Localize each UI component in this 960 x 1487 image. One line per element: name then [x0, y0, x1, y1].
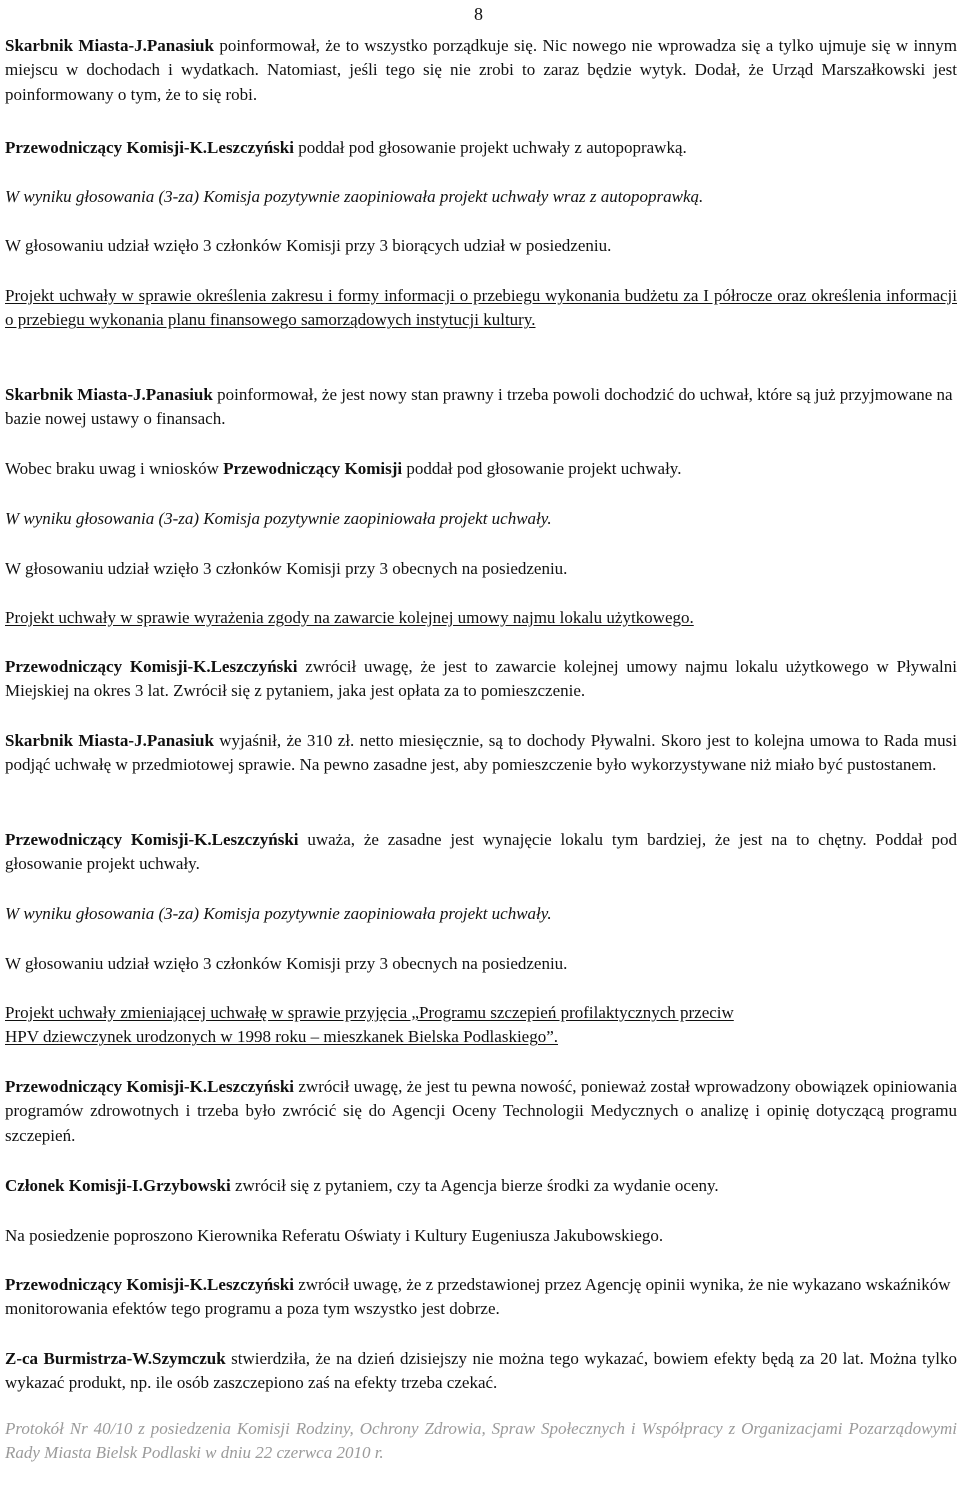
paragraph-text: zwrócił się z pytaniem, czy ta Agencja bierze środki za wydanie oceny.	[230, 1176, 719, 1195]
speaker-surname: Panasiuk	[145, 385, 213, 404]
paragraph-chair-agency	[5, 1273, 957, 1322]
paragraph-no-remarks: Wobec braku uwag i wniosków Przewodniczący Komisji poddał pod głosowanie projekt uchwały.	[5, 459, 682, 478]
paragraph-text: zwrócił uwagę, że z przedstawionej przez Agencję opinii wynika, że nie wykazano wskaźników monitorowania efektów tego programu a poza tym wszystko jest dobrze.	[5, 1275, 951, 1319]
paragraph-text: uważa, że zasadne jest wynajęcie lokalu tym bardziej, że jest na to chętny. Poddał pod głosowanie projekt uchwały.	[5, 830, 957, 874]
resolution-title-budget: Projekt uchwały w sprawie określenia zakresu i formy informacji o przebiegu wykonania budżetu za I półrocze oraz określenia informacji o przebiegu wykonania planu finansowego samorządowych instytucji kultury.	[5, 286, 957, 330]
paragraph-treasurer-law	[5, 383, 957, 432]
speaker-name: Przewodniczący Komisji	[223, 459, 403, 478]
page-footer: Protokół Nr 40/10 z posiedzenia Komisji Rodziny, Ochrony Zdrowia, Spraw Społecznych i Współpracy z Organizacjami Pozarządowymi Rady Miasta Bielsk Podlaski w dniu 22 czerwca 2010 r.	[5, 1419, 957, 1463]
speaker-name: Przewodniczący Komisji-K.Leszczyński	[5, 1077, 295, 1096]
paragraph-text: poddał pod głosowanie projekt uchwały z autopoprawką.	[293, 138, 687, 157]
speaker-name: Członek Komisji-I.Grzybowski	[5, 1176, 231, 1195]
paragraph-text: zwrócił uwagę, że jest to zawarcie kolejnej umowy najmu lokalu użytkowego w Pływalni Miejskiej na okres 3 lat. Zwrócił się z pytaniem, jaka jest opłata za to pomieszczenie.	[5, 657, 957, 701]
page-number: 8	[474, 4, 483, 24]
paragraph-chair-rent	[5, 828, 957, 877]
resolution-title-lease: Projekt uchwały w sprawie wyrażenia zgody na zawarcie kolejnej umowy najmu lokalu użytkowego.	[5, 608, 694, 627]
paragraph-chair-vote	[5, 136, 957, 160]
paragraph-chair-lease	[5, 655, 957, 704]
paragraph-text: poinformował, że jest nowy stan prawny i trzeba powoli dochodzić do uchwał, które są już przyjmowane na bazie nowej ustawy o finansach.	[5, 385, 953, 429]
speaker-name: Przewodniczący Komisji-K.Leszczyński	[5, 657, 298, 676]
speaker-name: Przewodniczący Komisji-K.Leszczyński	[5, 830, 299, 849]
vote-result: W wyniku głosowania (3-za) Komisja pozytywnie zaopiniowała projekt uchwały.	[5, 904, 552, 923]
paragraph-text: zwrócił uwagę, że jest tu pewna nowość, ponieważ został wprowadzony obowiązek opiniowania programów zdrowotnych i trzeba było zwrócić się do Agencji Oceny Technologii Medycznych o analizę i opinię dotyczącą programu szczepień.	[5, 1077, 957, 1145]
paragraph-deputy-mayor	[5, 1347, 957, 1396]
vote-participation: W głosowaniu udział wzięło 3 członków Komisji przy 3 biorących udział w posiedzeniu.	[5, 236, 612, 255]
title-line-2: HPV dziewczynek urodzonych w 1998 roku – mieszkanek Bielska Podlaskiego”.	[5, 1027, 559, 1047]
paragraph-chair-hpv	[5, 1075, 957, 1148]
paragraph-text: wyjaśnił, że 310 zł. netto miesięcznie, są to dochody Pływalni. Skoro jest to kolejna umowa to Rada musi podjąć uchwałę w przedmiotowej sprawie. Na pewno zasadne jest, aby pomieszczenie było wykorzystywane niż miało być pustostanem.	[5, 731, 957, 775]
paragraph-text: poinformował, że to wszystko porządkuje się. Nic nowego nie wprowadza się a tylko ujmuje się w innym miejscu w dochodach i wydatkach. Natomiast, jeśli tego się nie zrobi to zaraz będzie wytyk. Dodał, że Urząd Marszałkowski jest poinformowany o tym, że to się robi.	[5, 36, 957, 104]
title-line-1: Projekt uchwały zmieniającej uchwałę w sprawie przyjęcia „Programu szczepień profilaktycznych przeciw	[5, 1003, 734, 1022]
speaker-name: Przewodniczący Komisji-K.Leszczyński	[5, 1275, 294, 1294]
speaker-name: Przewodniczący Komisji-K.Leszczyński	[5, 138, 294, 157]
resolution-title-hpv	[5, 1001, 957, 1050]
speaker-name: Skarbnik Miasta-J.Panasiuk	[5, 731, 214, 750]
speaker-name: Z-ca Burmistrza-W.Szymczuk	[5, 1349, 226, 1368]
paragraph-invitation: Na posiedzenie poproszono Kierownika Referatu Oświaty i Kultury Eugeniusza Jakubowskiego.	[5, 1226, 664, 1245]
vote-result: W wyniku głosowania (3-za) Komisja pozytywnie zaopiniowała projekt uchwały.	[5, 509, 552, 528]
vote-participation: W głosowaniu udział wzięło 3 członków Komisji przy 3 obecnych na posiedzeniu.	[5, 559, 568, 578]
paragraph-text: stwierdziła, że na dzień dzisiejszy nie można tego wykazać, bowiem efekty będą za 20 lat. Można tylko wykazać produkt, np. ile osób zaszczepiono zaś na efekty trzeba czekać.	[5, 1349, 957, 1393]
paragraph-treasurer-rent	[5, 729, 957, 778]
vote-participation: W głosowaniu udział wzięło 3 członków Komisji przy 3 obecnych na posiedzeniu.	[5, 954, 568, 973]
vote-result: W wyniku głosowania (3-za) Komisja pozytywnie zaopiniowała projekt uchwały wraz z autopoprawką.	[5, 187, 704, 206]
speaker-name: Skarbnik Miasta-J.Panasiuk	[5, 36, 214, 55]
speaker-name: Skarbnik Miasta-J.	[5, 385, 146, 404]
paragraph-member-question	[5, 1174, 957, 1198]
paragraph-treasurer-info	[5, 34, 957, 107]
